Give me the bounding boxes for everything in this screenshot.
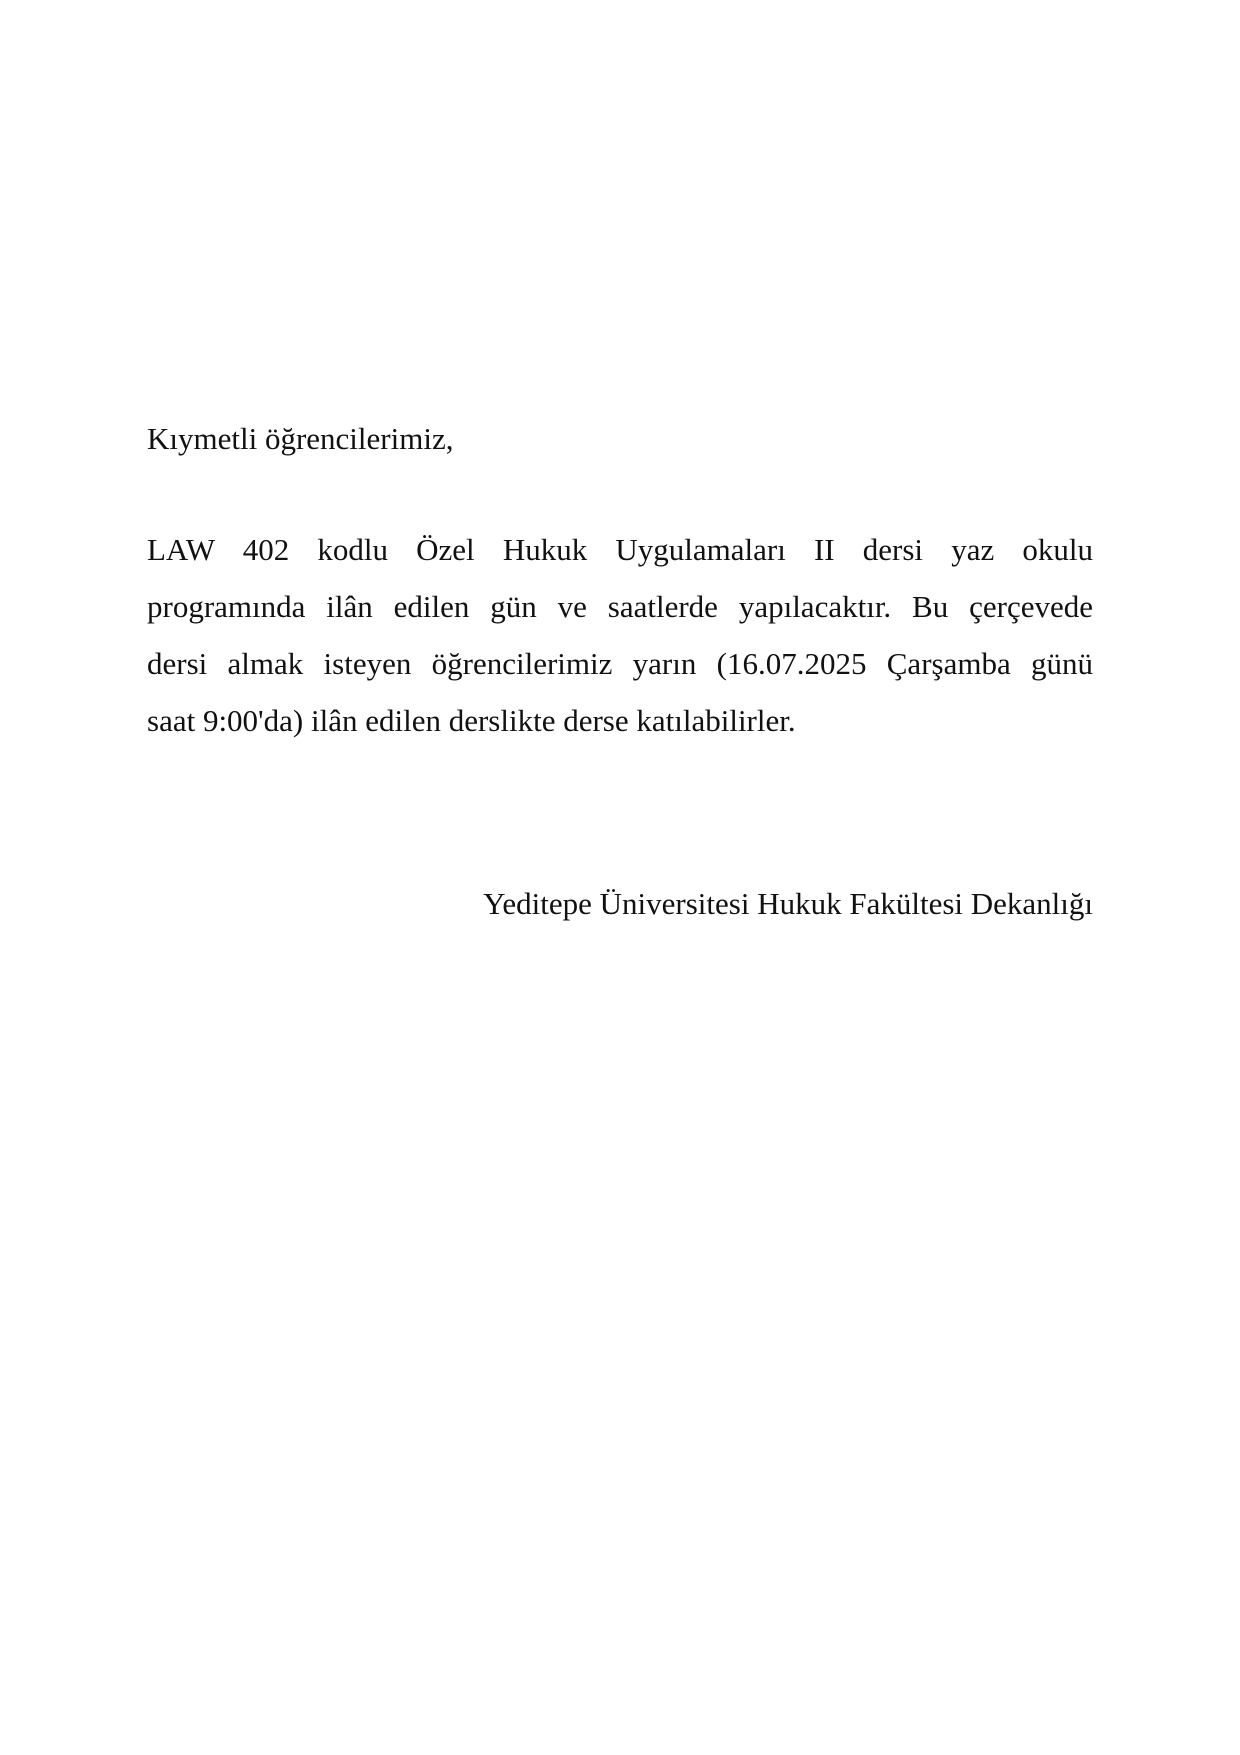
signature-dean-office: Yeditepe Üniversitesi Hukuk Fakültesi Dekanlığı xyxy=(483,886,1093,921)
paragraph-line: programında ilân edilen gün ve saatlerde yapılacaktır. Bu çerçevede xyxy=(147,589,1093,624)
paragraph-line: saat 9:00'da) ilân edilen derslikte derse katılabilirler. xyxy=(147,703,796,738)
salutation: Kıymetli öğrencilerimiz, xyxy=(147,421,454,456)
announcement-paragraph xyxy=(147,521,1093,749)
letter-body xyxy=(147,410,1093,749)
paragraph-line: LAW 402 kodlu Özel Hukuk Uygulamaları II dersi yaz okulu xyxy=(147,532,1093,567)
paragraph-line: dersi almak isteyen öğrencilerimiz yarın (16.07.2025 Çarşamba günü xyxy=(147,646,1093,681)
